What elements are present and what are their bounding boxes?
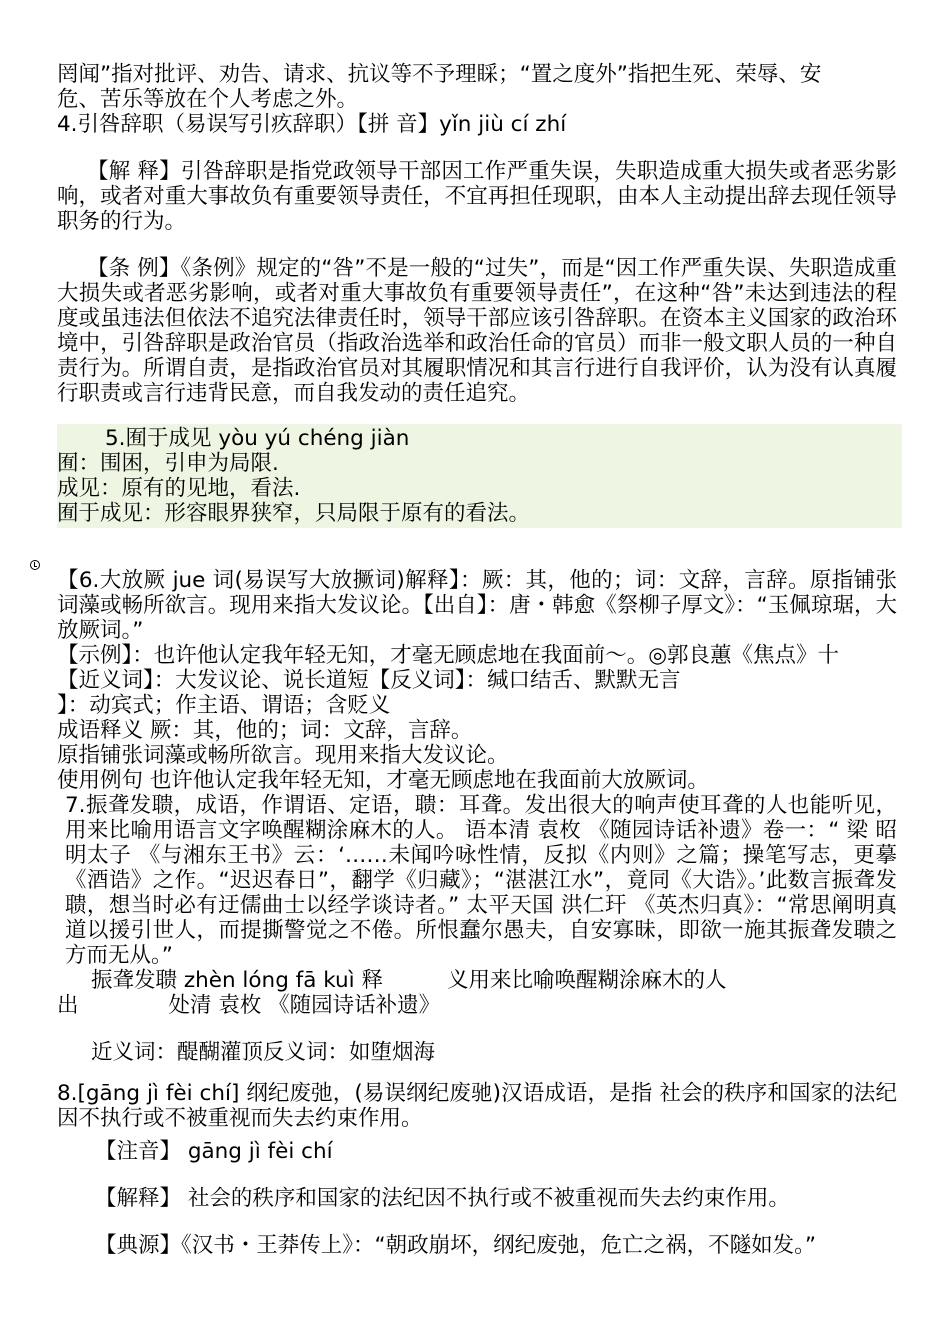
entry-6-example-sentence: 使用例句 也许他认定我年轻无知，才毫无顾虑地在我面前大放厥词。 [57,768,709,793]
clock-marker-icon [30,560,40,570]
entry-8-source: 【典源】《汉书・王莽传上》：“朝政崩坏，纲纪废弛，危亡之祸，不隧如发。” [95,1233,817,1258]
entry-continued-line-1: 罔闻”指对批评、劝告、请求、抗议等不予理睬；“置之度外”指把生死、荣辱、安 [57,62,822,87]
entry-4-title: 4.引咎辞职（易误写引疚辞职）【拼 音】yǐn jiù cí zhí [57,112,567,137]
entry-7-pinyin-line [57,968,897,993]
entry-6-usage: 】：动宾式；作主语、谓语；含贬义 [57,693,391,718]
entry-7-source-line [57,993,897,1018]
document-page [57,62,897,1258]
entry-8-pinyin: 【注音】 gāng jì fèi chí [95,1139,333,1164]
entry-5-line-3: 囿于成见：形容眼界狭窄，只局限于原有的看法。 [57,501,531,526]
entry-5-line-2: 成见：原有的见地，看法. [57,476,301,501]
entry-6-original-meaning: 原指铺张词藻或畅所欲言。现用来指大发议论。 [57,743,509,768]
entry-7-pinyin: 振聋发聩 zhèn lóng fā kuì 释 [91,968,383,993]
entry-6-meaning: 成语释义 厥：其，他的；词：文辞，言辞。 [57,718,473,743]
entry-7-synonyms: 近义词：醍醐灌顶反义词：如堕烟海 [91,1040,436,1065]
entry-4-regulation: 【条 例】《条例》规定的“咎”不是一般的“过失”，而是“因工作严重失误、失职造成重大损失或者恶劣影响，或者对重大事故负有重要领导责任”，在这种“咎”未达到违法的程度或虽违法但依法不追究法律责任时，领导干部应该引咎辞职。在资本主义国家的政治环境中，引咎辞职是政治官员（指政治选举和政治任命的官员）而非一般文职人员的一种自责行为。所谓自责，是指政治官员对其履职情况和其言行进行自我评价，认为没有认真履行职责或言行违背民意，而自我发动的责任追究。 [57,256,897,406]
entry-6-synonyms: 【近义词】：大发议论、说长道短【反义词】：缄口结舌、默默无言 [57,668,681,693]
entry-6-explanation: 【6.大放厥 jue 词(易误写大放撅词)解释】：厥：其，他的；词：文辞，言辞。原指铺张词藻或畅所欲言。现用来指大发议论。【出自】：唐・韩愈《祭柳子厚文》：“玉佩琼琚，大放厥词。” [57,568,897,643]
entry-8-meaning: 【解释】 社会的秩序和国家的法纪因不执行或不被重视而失去约束作用。 [95,1186,790,1211]
entry-continued-line-2: 危、苦乐等放在个人考虑之外。 [57,87,359,112]
entry-5-title: 5.囿于成见 yòu yú chéng jiàn [105,426,410,451]
entry-7-source: 处清 袁枚 《随园诗话补遗》 [168,993,441,1018]
entry-8-explanation: 8.[gāng jì fèi chí] 纲纪废弛，(易误纲纪废驰)汉语成语，是指 社会的秩序和国家的法纪因不执行或不被重视而失去约束作用。 [57,1081,897,1131]
entry-7-source-label: 出 [57,993,79,1018]
entry-4-explanation: 【解 释】引咎辞职是指党政领导干部因工作严重失误，失职造成重大损失或者恶劣影响，或者对重大事故负有重要领导责任，不宜再担任现职，由本人主动提出辞去现任领导职务的行为。 [57,159,897,234]
entry-5-highlight-block [57,424,902,528]
entry-6-example: 【示例】：也许他认定我年轻无知，才毫无顾虑地在我面前～。◎郭良蕙《焦点》十 [57,643,840,668]
entry-5-line-1: 囿：围困，引申为局限. [57,451,279,476]
entry-7-meaning: 义用来比喻唤醒糊涂麻木的人 [446,968,727,993]
entry-7-explanation: 7.振聋发聩，成语，作谓语、定语，聩：耳聋。发出很大的响声使耳聋的人也能听见，用来比喻用语言文字唤醒糊涂麻木的人。 语本清 袁枚 《随园诗话补遗》卷一：“ 梁 昭明太子 《与湘东王书》云：‘……未闻吟咏性情，反拟《内则》之篇；操笔写志，更摹《酒诰》之作。“迟迟春日”，翻学《归藏》；“湛湛江水”，竟同《大诰》。’此数言振聋发聩，想当时必有迂儒曲士以经学谈诗者。” 太平天国 洪仁玕 《英杰归真》：“常思阐明真道以援引世人，而提撕警觉之不倦。所恨蠢尔愚夫，自安寡昧，即欲一施其振聋发聩之方而无从。” [65,793,897,968]
